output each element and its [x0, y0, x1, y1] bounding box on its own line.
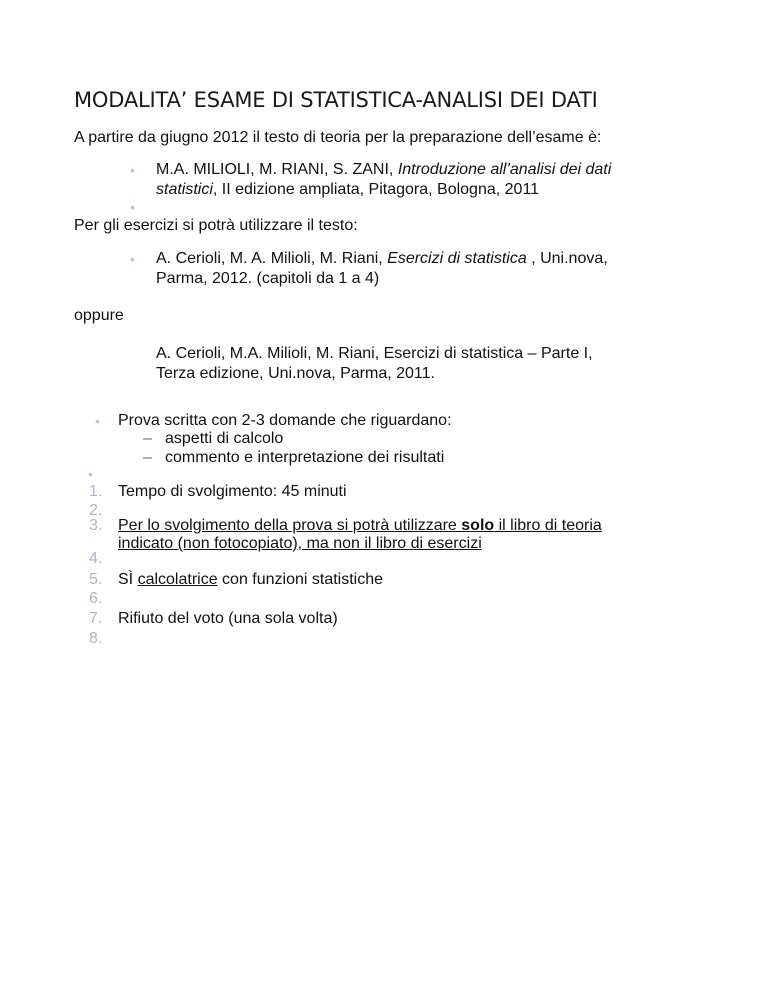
rule-book-line2 [118, 534, 482, 554]
rule-book-bold: solo [461, 517, 495, 534]
exam-sub-2: commento e interpretazione dei risultati [165, 449, 445, 466]
theory-book-title-b: statistici [156, 181, 213, 198]
list-number: 2. [89, 502, 103, 519]
dash-icon: – [143, 449, 152, 466]
rule-calc-a: SÌ [118, 571, 138, 588]
list-number: 6. [89, 590, 103, 607]
exercises-intro: Per gli esercizi si potrà utilizzare il testo: [74, 217, 358, 234]
bullet-icon: • [95, 413, 100, 429]
theory-book-line1 [156, 160, 611, 180]
theory-book-line2 [156, 180, 539, 200]
exam-sub-1: aspetti di calcolo [165, 430, 284, 447]
exercise-book-1-rest-a: , Uni.nova, [526, 250, 608, 267]
theory-book-authors: M.A. MILIOLI, M. RIANI, S. ZANI, [156, 161, 398, 178]
oppure-text: oppure [74, 307, 124, 324]
exercise-book-1-title: Esercizi di statistica [387, 250, 527, 267]
exercise-book-2-line1: A. Cerioli, M.A. Milioli, M. Riani, Esercizi di statistica – Parte I, [156, 345, 593, 362]
exercise-book-2-line2: Terza edizione, Uni.nova, Parma, 2011. [156, 365, 435, 382]
rule-calc-b: con funzioni statistiche [217, 571, 384, 588]
dash-icon: – [143, 430, 152, 447]
list-number: 3. [89, 517, 103, 534]
rule-book-line1 [118, 516, 602, 536]
rule-book-a: Per lo svolgimento della prova si potrà utilizzare [118, 517, 462, 534]
bullet-icon: • [130, 251, 135, 267]
rule-time: Tempo di svolgimento: 45 minuti [118, 483, 347, 500]
list-number: 5. [89, 571, 103, 588]
exercise-book-1-line1 [156, 249, 608, 269]
intro-text: A partire da giugno 2012 il testo di teoria per la preparazione dell’esame è: [74, 129, 602, 146]
theory-book-title-a: Introduzione all’analisi dei dati [397, 161, 612, 178]
list-number: 7. [89, 610, 103, 627]
rule-book-b: il libro di teoria [494, 517, 602, 534]
bullet-icon: • [130, 162, 135, 178]
rule-calc-u: calcolatrice [137, 571, 218, 588]
theory-book-rest: , II edizione ampliata, Pitagora, Bologna, 2011 [212, 181, 540, 198]
list-number: 1. [89, 483, 103, 500]
rule-refusal: Rifiuto del voto (una sola volta) [118, 610, 338, 627]
rule-book-c: indicato (non fotocopiato), ma non il libro di esercizi [118, 535, 482, 552]
list-number: 8. [89, 630, 103, 647]
exercise-book-1-line2: Parma, 2012. (capitoli da 1 a 4) [156, 270, 380, 287]
exercise-book-1-authors: A. Cerioli, M. A. Milioli, M. Riani, [156, 250, 388, 267]
page-title: MODALITA’ ESAME DI STATISTICA-ANALISI DEI DATI [74, 88, 598, 112]
bullet-icon: • [88, 466, 93, 482]
bullet-icon: • [130, 199, 135, 215]
exam-main: Prova scritta con 2-3 domande che riguardano: [118, 412, 452, 429]
rule-calculator [118, 570, 383, 590]
list-number: 4. [89, 550, 103, 567]
